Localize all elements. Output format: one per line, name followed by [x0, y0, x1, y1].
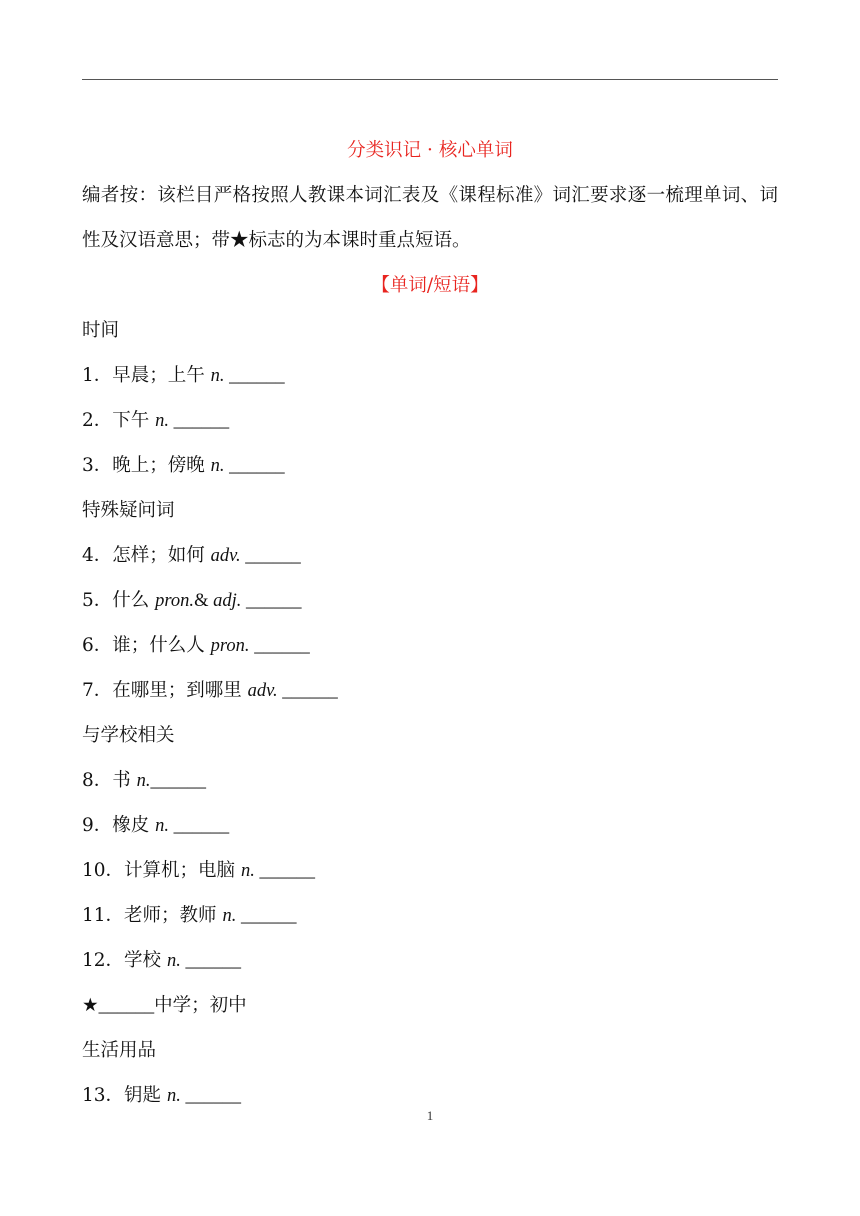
part-of-speech: n.: [222, 906, 237, 926]
pos-connector: &: [194, 591, 214, 611]
item-meaning: 下午: [112, 410, 156, 431]
answer-blank: ______: [277, 681, 338, 701]
part-of-speech: n.: [155, 816, 170, 836]
vocab-item: [82, 533, 778, 578]
item-number: 7．: [82, 680, 113, 701]
part-of-speech: n.: [166, 1086, 181, 1106]
item-meaning: 晚上；傍晚: [112, 455, 211, 476]
editor-note: 编者按：该栏目严格按照人教课本词汇表及《课程标准》词汇要求逐一梳理单词、词性及汉语意思；带★标志的为本课时重点短语。: [82, 185, 778, 251]
item-meaning: 什么: [112, 590, 156, 611]
part-of-speech: n.: [240, 861, 255, 881]
item-meaning: 橡皮: [112, 815, 156, 836]
group-heading: 生活用品: [82, 1040, 157, 1061]
answer-blank: ______: [236, 906, 297, 926]
item-meaning: 钥匙: [124, 1085, 167, 1106]
item-number: 4．: [82, 545, 113, 566]
part-of-speech: adv.: [210, 546, 241, 566]
item-meaning: 在哪里；到哪里: [112, 680, 248, 701]
vocab-item: [82, 938, 778, 983]
item-number: 12．: [82, 950, 125, 971]
group-heading: 与学校相关: [82, 725, 175, 746]
part-of-speech: pron.: [155, 591, 195, 611]
item-number: 10．: [82, 860, 125, 881]
item-number: 3．: [82, 455, 113, 476]
section-title: 分类识记 · 核心单词: [347, 140, 513, 161]
item-number: 5．: [82, 590, 113, 611]
document-body: [82, 128, 778, 1118]
answer-blank: ______: [241, 591, 302, 611]
item-number: 6．: [82, 635, 113, 656]
header-rule: [82, 79, 778, 80]
item-number: 11．: [82, 905, 125, 926]
part-of-speech: n.: [155, 411, 170, 431]
answer-blank: ______: [224, 366, 285, 386]
part-of-speech-2: adj.: [213, 591, 242, 611]
vocab-item: [82, 668, 778, 713]
group-heading: 时间: [82, 320, 120, 341]
part-of-speech: n.: [210, 456, 225, 476]
part-of-speech: pron.: [210, 636, 250, 656]
phrase-meaning: 中学；初中: [154, 995, 247, 1016]
answer-blank: ______: [169, 411, 230, 431]
answer-blank: ______: [254, 861, 315, 881]
star-icon: ★: [82, 995, 99, 1016]
vocab-item: [82, 623, 778, 668]
item-meaning: 早晨；上午: [112, 365, 211, 386]
answer-blank: ______: [240, 546, 301, 566]
item-number: 1．: [82, 365, 113, 386]
vocab-item: [82, 758, 778, 803]
vocab-item: [82, 353, 778, 398]
page-number: 1: [426, 1108, 434, 1123]
part-of-speech: n.: [210, 366, 225, 386]
part-of-speech: adv.: [247, 681, 278, 701]
vocab-item: [82, 893, 778, 938]
answer-blank: ______: [249, 636, 310, 656]
item-number: 8．: [82, 770, 113, 791]
part-of-speech: n.: [166, 951, 181, 971]
vocab-item: [82, 398, 778, 443]
item-meaning: 学校: [124, 950, 167, 971]
answer-blank: ______: [150, 771, 207, 791]
item-meaning: 老师；教师: [124, 905, 223, 926]
answer-blank: ______: [224, 456, 285, 476]
item-number: 2．: [82, 410, 113, 431]
part-of-speech: n.: [136, 771, 151, 791]
vocab-item: [82, 848, 778, 893]
item-meaning: 书: [112, 770, 137, 791]
item-number: 9．: [82, 815, 113, 836]
item-meaning: 计算机；电脑: [124, 860, 241, 881]
answer-blank: ______: [169, 816, 230, 836]
starred-phrase: [82, 983, 778, 1028]
answer-blank: ______: [180, 1086, 241, 1106]
group-heading: 特殊疑问词: [82, 500, 175, 521]
vocab-item: [82, 803, 778, 848]
item-number: 13．: [82, 1085, 125, 1106]
item-meaning: 怎样；如何: [112, 545, 211, 566]
item-meaning: 谁；什么人: [112, 635, 211, 656]
vocab-item: [82, 578, 778, 623]
subheading: 【单词/短语】: [371, 275, 489, 296]
answer-blank: ______: [180, 951, 241, 971]
vocab-item: [82, 443, 778, 488]
answer-blank: ______: [98, 996, 155, 1016]
